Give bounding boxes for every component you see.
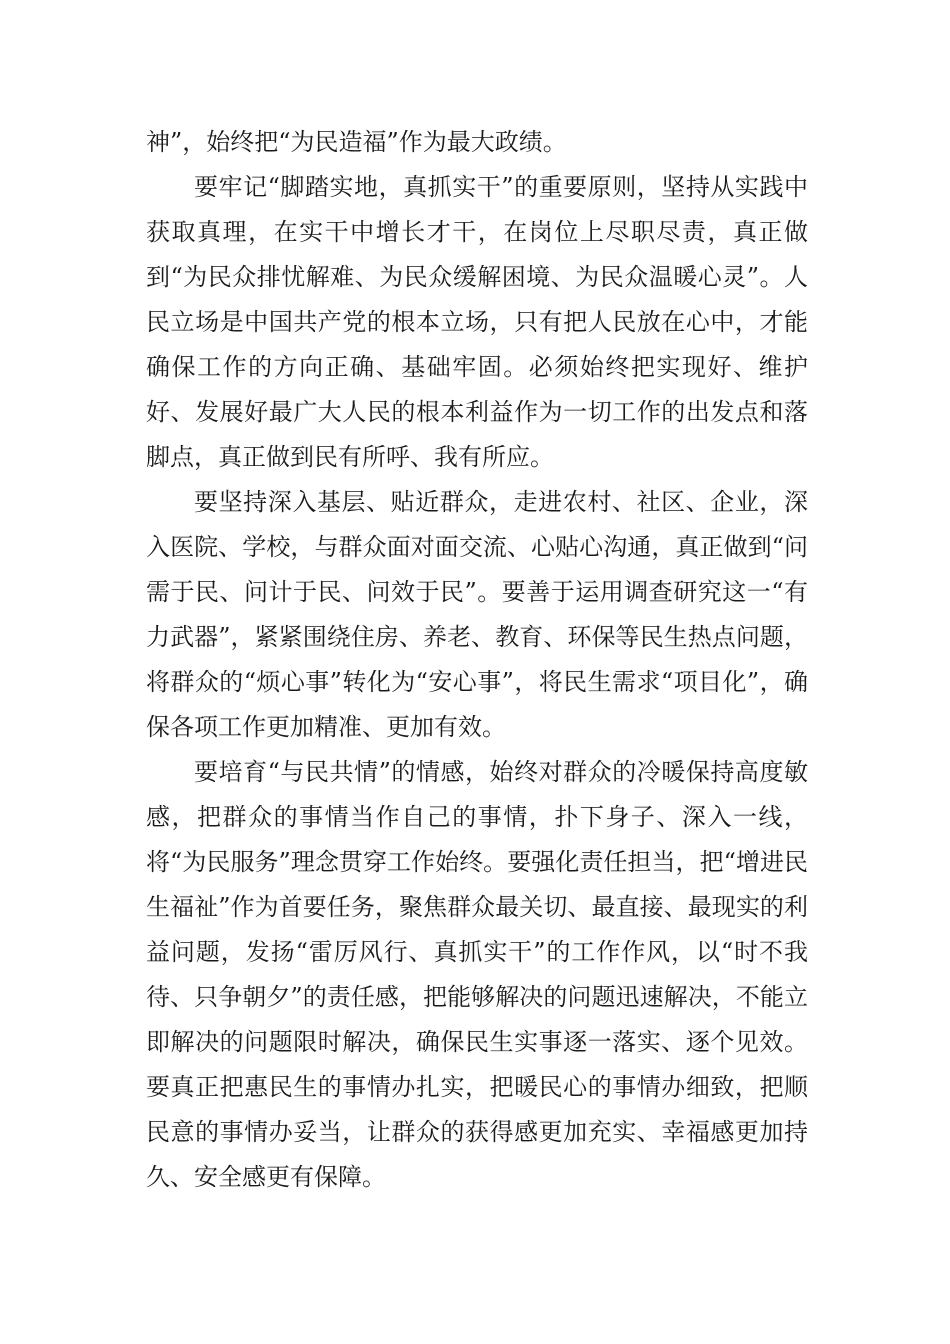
paragraph-4: 要培育“与民共情”的情感，始终对群众的冷暖保持高度敏感，把群众的事情当作自己的事情，扑下身子、深入一线，将“为民服务”理念贯穿工作始终。要强化责任担当，把“增进民生福祉”作为首要任务，聚焦群众最关切、最直接、最现实的利益问题，发扬“雷厉风行、真抓实干”的工作作风，以“时不我待、只争朝夕”的责任感，把能够解决的问题迅速解决，不能立即解决的问题限时解决，确保民生实事逐一落实、逐个见效。要真正把惠民生的事情办扎实，把暖民心的事情办细致，把顺民意的事情办妥当，让群众的获得感更加充实、幸福感更加持久、安全感更有保障。	[146, 758, 808, 1191]
body-text	[146, 120, 808, 1200]
paragraph-2: 要牢记“脚踏实地，真抓实干”的重要原则，坚持从实践中获取真理，在实干中增长才干，在岗位上尽职尽责，真正做到“为民众排忧解难、为民众缓解困境、为民众温暖心灵”。人民立场是中国共产党的根本立场，只有把人民放在心中，才能确保工作的方向正确、基础牢固。必须始终把实现好、维护好、发展好最广大人民的根本利益作为一切工作的出发点和落脚点，真正做到民有所呼、我有所应。	[146, 173, 808, 471]
paragraph-1: 神”，始终把“为民造福”作为最大政绩。	[146, 128, 567, 156]
paragraph-3: 要坚持深入基层、贴近群众，走进农村、社区、企业，深入医院、学校，与群众面对面交流、心贴心沟通，真正做到“问需于民、问计于民、问效于民”。要善于运用调查研究这一“有力武器”，紧紧围绕住房、养老、教育、环保等民生热点问题，将群众的“烦心事”转化为“安心事”，将民生需求“项目化”，确保各项工作更加精准、更加有效。	[146, 488, 808, 741]
